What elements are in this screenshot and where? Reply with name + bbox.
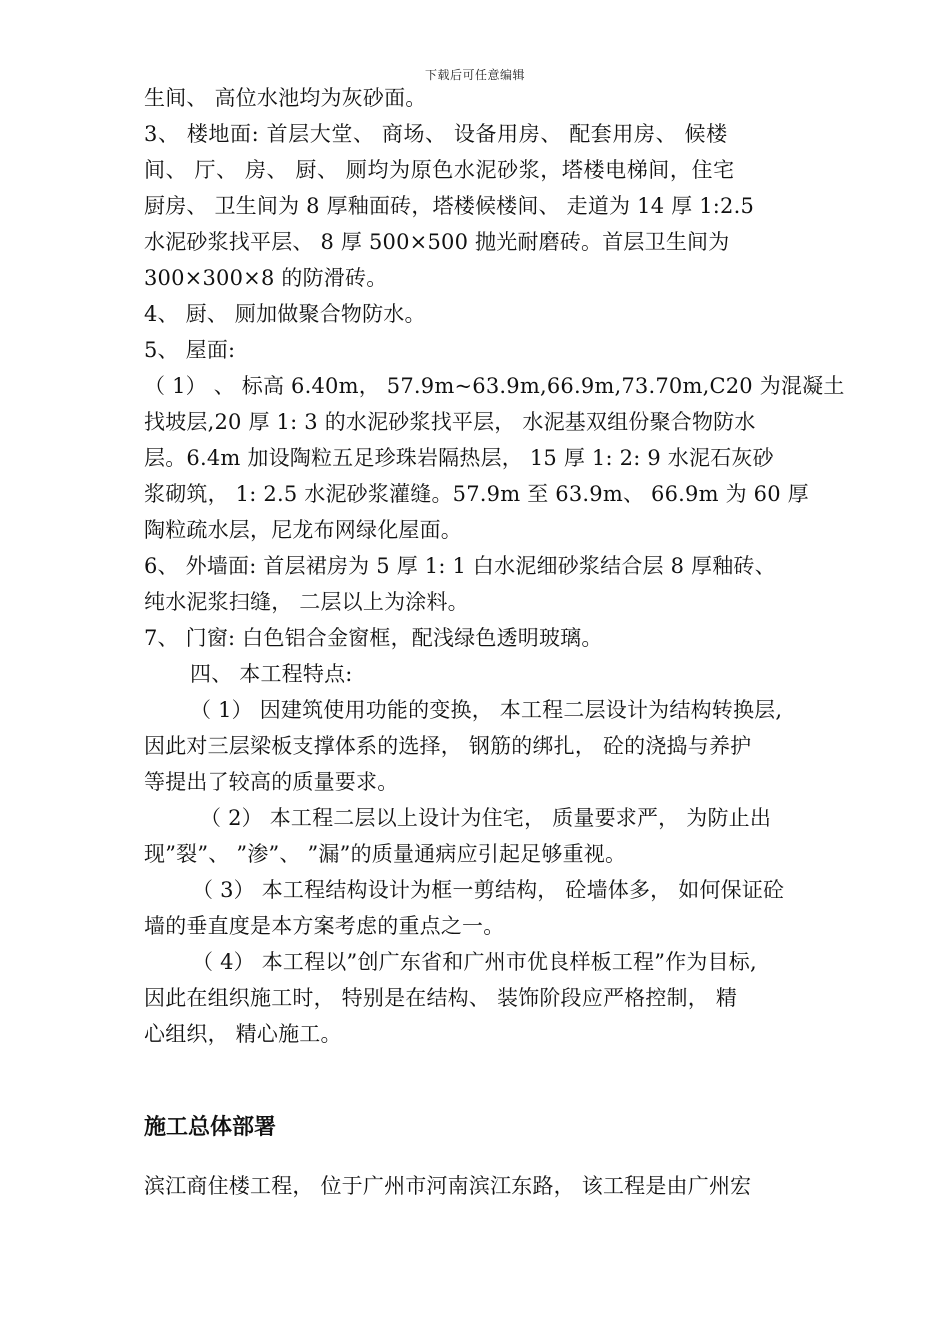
text-line: （ 2） 本工程二层以上设计为住宅， 质量要求严， 为防止出 [200, 806, 772, 830]
text-line: 因此对三层梁板支撑体系的选择， 钢筋的绑扎， 砼的浇捣与养护 [144, 734, 752, 758]
section-heading: 施工总体部署 [144, 1115, 277, 1140]
text-line: 陶粒疏水层，尼龙布网绿化屋面。 [144, 518, 462, 542]
text-line: 生间、 高位水池均为灰砂面。 [144, 86, 427, 110]
text-line: （ 1） 因建筑使用功能的变换， 本工程二层设计为结构转换层, [190, 698, 783, 722]
text-line: 找坡层,20 厚 1: 3 的水泥砂浆找平层， 水泥基双组份聚合物防水 [144, 410, 756, 434]
text-line: 间、 厅、 房、 厨、 厕均为原色水泥砂浆，塔楼电梯间，住宅 [144, 158, 735, 182]
text-line: 层。6.4m 加设陶粒五足珍珠岩隔热层， 15 厚 1: 2: 9 水泥石灰砂 [144, 446, 774, 470]
text-line: 3、 楼地面: 首层大堂、 商场、 设备用房、 配套用房、 候楼 [144, 122, 728, 146]
text-line: 纯水泥浆扫缝， 二层以上为涂料。 [144, 590, 469, 614]
text-line: 水泥砂浆找平层、 8 厚 500×500 抛光耐磨砖。首层卫生间为 [144, 230, 730, 254]
text-line: 等提出了较高的质量要求。 [144, 770, 399, 794]
text-line: 4、 厨、 厕加做聚合物防水。 [144, 302, 426, 326]
text-line: 现”裂”、 ”渗”、 ”漏”的质量通病应引起足够重视。 [144, 842, 627, 866]
text-line: 浆砌筑， 1: 2.5 水泥砂浆灌缝。57.9m 至 63.9m、 66.9m 为 60 厚 [144, 482, 809, 506]
page-header-note: 下载后可任意编辑 [424, 68, 525, 82]
text-line: （ 1） 、 标高 6.40m， 57.9m~63.9m,66.9m,73.70m,C20 为混凝土 [144, 374, 845, 398]
text-line: 墙的垂直度是本方案考虑的重点之一。 [144, 914, 505, 938]
text-line: 心组织， 精心施工。 [144, 1022, 342, 1046]
section-title: 四、 本工程特点: [190, 662, 353, 686]
text-line: 6、 外墙面: 首层裙房为 5 厚 1: 1 白水泥细砂浆结合层 8 厚釉砖、 [144, 554, 776, 578]
body-text-continued [144, 1168, 816, 1204]
body-text [144, 80, 845, 1052]
text-line: （ 3） 本工程结构设计为框一剪结构， 砼墙体多， 如何保证砼 [192, 878, 785, 902]
text-line: 7、 门窗: 白色铝合金窗框，配浅绿色透明玻璃。 [144, 626, 603, 650]
text-line: 滨江商住楼工程， 位于广州市河南滨江东路， 该工程是由广州宏 [144, 1174, 752, 1198]
text-line: 300×300×8 的防滑砖。 [144, 266, 388, 290]
text-line: 厨房、 卫生间为 8 厚釉面砖，塔楼候楼间、 走道为 14 厚 1:2.5 [144, 194, 755, 218]
text-line: 因此在组织施工时， 特别是在结构、 装饰阶段应严格控制， 精 [144, 986, 738, 1010]
text-line: （ 4） 本工程以”创广东省和广州市优良样板工程”作为目标, [192, 950, 757, 974]
text-line: 5、 屋面: [144, 338, 236, 362]
